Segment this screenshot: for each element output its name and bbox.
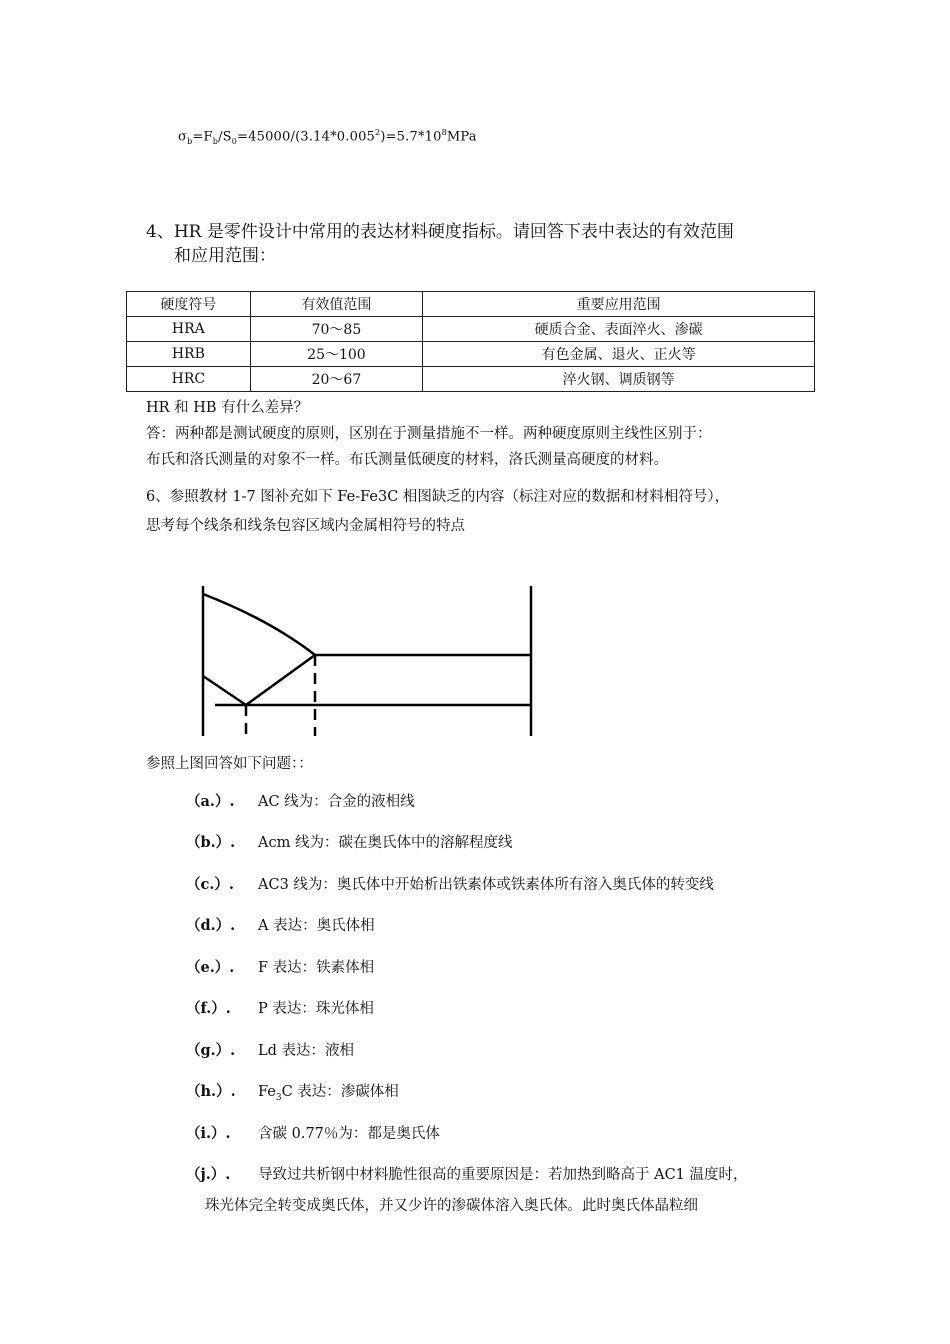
item-text: Ld 表达：液相 [258,1043,355,1059]
answer-item-i [186,1122,440,1143]
table-cell: 有色金属、退火、正火等 [423,342,815,367]
item-text: F 表达：铁素体相 [258,960,375,976]
answer-item-d [186,914,375,935]
answer-item-c [186,873,714,894]
answer-item-b [186,831,512,852]
table-cell: 20～67 [250,367,423,392]
item-label: （f.）. [186,1000,231,1017]
answer-item-g [186,1039,354,1060]
item-text-sub: 3 [275,1092,282,1103]
table-cell: HRC [127,367,251,392]
table-cell: HRB [127,342,251,367]
item-label: （d.）. [186,917,236,934]
item-label: （g.）. [186,1042,236,1059]
table-cell: HRA [127,317,251,342]
item-label: （c.）. [186,876,234,893]
hr-hb-question: HR 和 HB 有什么差异？ [146,400,309,416]
refer-instruction: 参照上图回答如下问题：： [146,756,313,772]
header-cell: 硬度符号 [127,292,251,317]
answer-item-j [186,1163,748,1184]
question-4-line2: 和应用范围： [174,246,276,266]
stress-formula: $\sigma_b=F_b/S_0=45000/(3.14*0.005^2)=5.7*10^8MPa$ [178,128,477,146]
answer-item-f [186,997,374,1018]
item-text: AC 线为：合金的液相线 [258,794,415,810]
item-label: （e.）. [186,959,235,976]
question-6-line2: 思考每个线条和线条包容区域内金属相符号的特点 [146,518,465,534]
acm-line [246,655,315,705]
header-cell: 有效值范围 [250,292,423,317]
table-header-row [127,292,815,317]
item-text-fe: Fe [258,1084,276,1100]
item-label: （i.）. [186,1125,231,1142]
item-text: AC3 线为：奥氏体中开始析出铁素体或铁素体所有溶入奥氏体的转变线 [258,877,714,893]
item-text-rest: C 表达：渗碳体相 [281,1084,399,1100]
item-label: （h.）. [186,1083,236,1100]
table-cell: 淬火钢、调质钢等 [423,367,815,392]
table-cell: 25～100 [250,342,423,367]
answer-item-h [186,1080,399,1103]
header-cell: 重要应用范围 [423,292,815,317]
ac3-line [203,676,246,705]
answer-item-j-continuation: 珠光体完全转变成奥氏体，并又少许的渗碳体溶入奥氏体。此时奥氏体晶粒细 [205,1198,698,1214]
question-4 [146,220,734,268]
table-cell: 70～85 [250,317,423,342]
table-row [127,342,815,367]
answer-item-e [186,956,374,977]
table-row [127,317,815,342]
item-label: （b.）. [186,834,236,851]
hr-hb-answer-line1: 答：两种都是测试硬度的原则，区别在于测量措施不一样。两种硬度原则主线性区别于： [146,426,712,442]
table-row [127,367,815,392]
answer-item-a [186,790,415,811]
liquidus-curve [203,594,315,655]
item-label: （j.）. [186,1166,231,1183]
item-text: 含碳 0.77％为：都是奥氏体 [258,1126,440,1142]
table-cell: 硬质合金、表面淬火、渗碳 [423,317,815,342]
item-label: （a.）. [186,793,235,810]
question-6-line1: 6、参照教材 1-7 图补充如下 Fe-Fe3C 相图缺乏的内容（标注对应的数据和材料相符号）， [146,489,730,505]
item-text: P 表达：珠光体相 [258,1001,374,1017]
item-text: 导致过共析钢中材料脆性很高的重要原因是：若加热到略高于 AC1 温度时， [258,1167,748,1183]
hr-hb-answer-line2: 布氏和洛氏测量的对象不一样。布氏测量低硬度的材料，洛氏测量高硬度的材料。 [146,452,668,468]
item-text: Acm 线为：碳在奥氏体中的溶解程度线 [258,835,513,851]
item-text: A 表达：奥氏体相 [258,918,375,934]
fe-fe3c-phase-diagram [195,580,540,740]
hardness-table [126,291,815,392]
question-4-line1: 4、HR 是零件设计中常用的表达材料硬度指标。请回答下表中表达的有效范围 [146,222,734,242]
